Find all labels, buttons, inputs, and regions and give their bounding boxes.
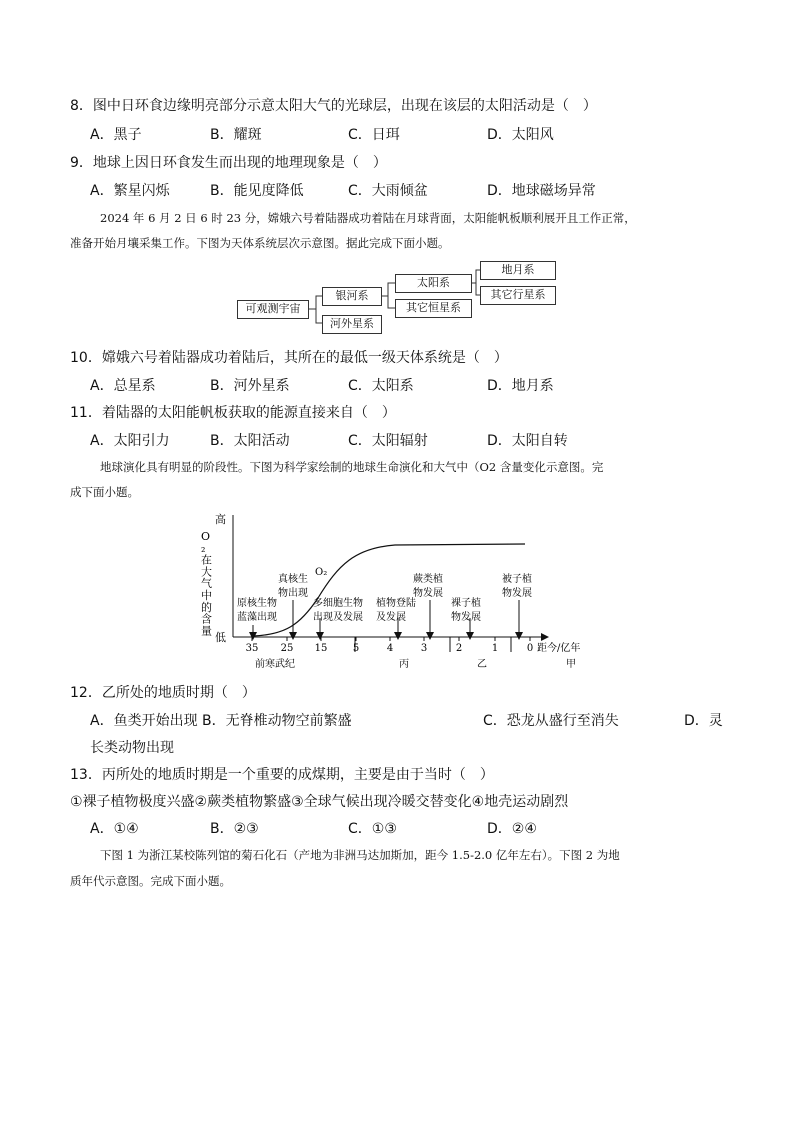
option-a: A．黑子 [90, 127, 142, 143]
event-line: 物发展 [451, 612, 481, 623]
question-13-statements: ①裸子植物极度兴盛②蕨类植物繁盛③全球气候出现冷暖交替变化④地壳运动剧烈 [70, 794, 569, 810]
event-line: 植物登陆 [376, 598, 416, 609]
option-c: C．日珥 [348, 127, 400, 143]
question-11-stem: 11．着陆器的太阳能帆板获取的能源直接来自（ ） [70, 405, 396, 421]
option-d: D．地月系 [487, 378, 554, 394]
option-d: D．太阳风 [487, 127, 554, 143]
era-precambrian: 前寒武纪 [255, 659, 295, 670]
event-line: 蕨类植 [413, 574, 443, 585]
event-prokaryote [237, 596, 277, 623]
option-c: C．大雨倾盆 [348, 183, 428, 199]
option-d: D．太阳自转 [487, 433, 568, 449]
event-line: 原核生物 [237, 598, 277, 609]
y-axis-label-char: O [201, 530, 211, 543]
event-line: 物发展 [413, 588, 443, 599]
question-9-stem: 9．地球上因日环食发生而出现的地理现象是（ ） [70, 155, 387, 171]
x-tick-label: 2 [455, 643, 463, 654]
event-eukaryote [278, 572, 308, 599]
x-tick-label: 35 [245, 643, 259, 654]
intro-3-line-2: 质年代示意图。完成下面小题。 [70, 874, 231, 888]
x-axis-ticks [246, 637, 534, 654]
option-b: B．太阳活动 [210, 433, 290, 449]
era-jia: 甲 [566, 659, 576, 670]
era-yi: 乙 [477, 659, 487, 670]
event-labels [237, 572, 532, 623]
option-b: B．耀斑 [210, 127, 262, 143]
y-axis-high: 高 [215, 513, 226, 526]
question-10-stem: 10．嫦娥六号着陆器成功着陆后，其所在的最低一级天体系统是（ ） [70, 350, 508, 366]
event-line: 真核生 [278, 574, 308, 585]
x-tick-label: 0 [526, 643, 534, 654]
event-land-plants [376, 596, 416, 623]
y-axis-label [201, 530, 212, 637]
option-c: C．太阳辐射 [348, 433, 428, 449]
y-axis-label-char: 中 [201, 589, 212, 602]
event-line: 多细胞生物 [313, 598, 363, 609]
option-c: C．①③ [348, 821, 397, 837]
option-c: C．恐龙从盛行至消失 [483, 713, 619, 729]
event-ferns [413, 572, 443, 599]
option-b: B．能见度降低 [210, 183, 304, 199]
box-other-planets: 其它行星系 [480, 286, 556, 305]
option-a: A．太阳引力 [90, 433, 170, 449]
y-axis-label-char: 在 [201, 553, 212, 567]
option-a: A．鱼类开始出现 [90, 713, 198, 729]
y-axis-label-char: 含 [201, 612, 212, 626]
y-axis-label-char: ₂ [201, 541, 206, 555]
x-tick-label: 25 [280, 643, 294, 654]
y-axis-label-char: 的 [201, 600, 212, 614]
event-line: 出现及发展 [313, 612, 363, 623]
question-12-stem: 12．乙所处的地质时期（ ） [70, 685, 256, 701]
event-line: 物发展 [502, 588, 532, 599]
curve-label: O₂ [315, 567, 328, 578]
option-a: A．总星系 [90, 378, 156, 394]
y-axis-label-char: 量 [201, 624, 212, 638]
event-gymnosperms [451, 596, 481, 623]
box-solar-system: 太阳系 [395, 274, 472, 293]
y-axis-label-char: 气 [201, 577, 212, 591]
intro-2-line-2: 成下面小题。 [70, 485, 139, 499]
x-tick-label: 5 [352, 643, 360, 654]
event-line: 裸子植 [451, 598, 481, 609]
intro-2-line-1: 地球演化具有明显的阶段性。下图为科学家绘制的地球生命演化和大气中（O2 含量变化示意图。完 [100, 460, 604, 474]
intro-1-line-1: 2024 年 6 月 2 日 6 时 23 分，嫦娥六号着陆器成功着陆在月球背面，太阳能帆板顺利展开且工作正常， [100, 211, 636, 225]
question-13-stem: 13．丙所处的地质时期是一个重要的成煤期，主要是由于当时（ ） [70, 767, 494, 783]
x-tick-label: 3 [420, 643, 428, 654]
event-line: 被子植 [502, 574, 532, 585]
option-c: C．太阳系 [348, 378, 414, 394]
box-observable-universe: 可观测宇宙 [237, 300, 309, 319]
x-axis-unit: 距今/亿年 [537, 643, 581, 654]
y-axis-low: 低 [215, 631, 226, 644]
box-earth-moon: 地月系 [480, 261, 556, 280]
era-bing: 丙 [399, 659, 409, 670]
option-b: B．无脊椎动物空前繁盛 [202, 713, 352, 729]
question-8-stem: 8．图中日环食边缘明亮部分示意太阳大气的光球层，出现在该层的太阳活动是（ ） [70, 98, 597, 114]
x-tick-label: 4 [386, 643, 394, 654]
option-a: A．①④ [90, 821, 139, 837]
event-line: 及发展 [376, 612, 406, 623]
option-b: B．②③ [210, 821, 259, 837]
y-axis-label-char: 大 [201, 565, 212, 579]
option-b: B．河外星系 [210, 378, 290, 394]
option-d: D．地球磁场异常 [487, 183, 596, 199]
event-angiosperms [502, 572, 532, 599]
question-12-continuation: 长类动物出现 [90, 740, 174, 756]
event-line: 物出现 [278, 588, 308, 599]
event-multicellular [313, 596, 363, 623]
option-d: D．灵 [684, 713, 723, 729]
event-line: 蓝藻出现 [237, 612, 277, 623]
option-a: A．繁星闪烁 [90, 183, 170, 199]
intro-3-line-1: 下图 1 为浙江某校陈列馆的菊石化石（产地为非洲马达加斯加，距今 1.5-2.0 亿年左右）。下图 2 为地 [100, 848, 620, 862]
box-milky-way: 银河系 [322, 287, 382, 306]
option-d: D．②④ [487, 821, 537, 837]
box-other-stars: 其它恒星系 [395, 299, 472, 318]
box-other-galaxies: 河外星系 [322, 315, 382, 334]
x-tick-label: 15 [314, 643, 328, 654]
intro-1-line-2: 准备开始月壤采集工作。下图为天体系统层次示意图。据此完成下面小题。 [70, 236, 450, 250]
x-tick-label: 1 [491, 643, 499, 654]
